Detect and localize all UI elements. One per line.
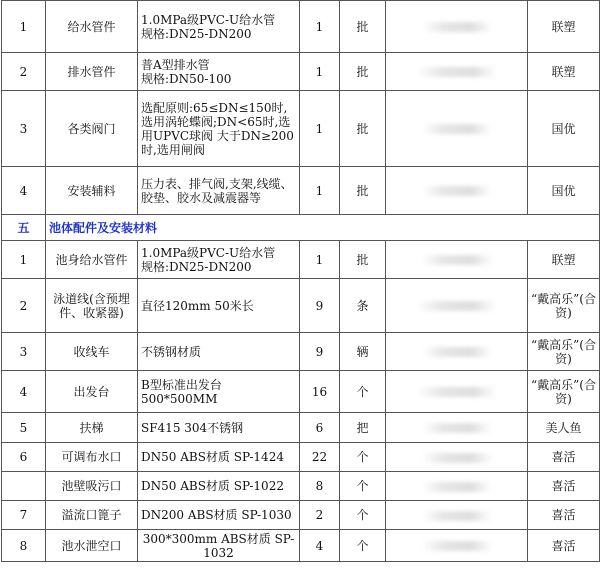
item-name: 可调布水口 (46, 443, 138, 472)
item-unit: 批 (340, 241, 386, 279)
item-quantity: 4 (300, 530, 340, 562)
item-spec: B型标准出发台500*500MM (138, 371, 300, 413)
table-row (2, 91, 600, 167)
row-number: 4 (2, 371, 46, 413)
table-row (2, 53, 600, 91)
item-unit: 条 (340, 279, 386, 333)
redacted-cell (386, 443, 528, 472)
materials-table (1, 0, 600, 562)
section-header-row (2, 215, 600, 241)
redacted-cell (386, 371, 528, 413)
row-number: 3 (2, 91, 46, 167)
item-spec: 直径120mm 50米长 (138, 279, 300, 333)
item-brand: 国优 (528, 91, 600, 167)
item-quantity: 9 (300, 333, 340, 371)
item-brand: 美人鱼 (528, 413, 600, 443)
redacted-cell (386, 167, 528, 215)
item-quantity: 1 (300, 91, 340, 167)
item-name: 池壁吸污口 (46, 472, 138, 501)
table-row (2, 1, 600, 53)
item-quantity: 22 (300, 443, 340, 472)
row-number: 4 (2, 167, 46, 215)
item-brand: 国优 (528, 167, 600, 215)
table-row (2, 413, 600, 443)
item-unit: 批 (340, 1, 386, 53)
item-spec: 1.0MPa级PVC-U给水管 规格:DN25-DN200 (138, 241, 300, 279)
item-spec: 普A型排水管 规格:DN50-100 (138, 53, 300, 91)
item-unit: 个 (340, 530, 386, 562)
item-brand: 联塑 (528, 241, 600, 279)
table-row (2, 167, 600, 215)
item-unit: 批 (340, 91, 386, 167)
row-number: 1 (2, 241, 46, 279)
table-row (2, 371, 600, 413)
item-spec: DN50 ABS材质 SP-1022 (138, 472, 300, 501)
item-brand: 联塑 (528, 53, 600, 91)
section-number: 五 (2, 215, 46, 241)
redacted-cell (386, 413, 528, 443)
item-brand: “戴高乐”(合资) (528, 371, 600, 413)
item-name: 池身给水管件 (46, 241, 138, 279)
item-spec: DN50 ABS材质 SP-1424 (138, 443, 300, 472)
redacted-cell (386, 1, 528, 53)
redacted-cell (386, 91, 528, 167)
redacted-cell (386, 53, 528, 91)
item-spec: SF415 304不锈钢 (138, 413, 300, 443)
table-row (2, 501, 600, 530)
redacted-cell (386, 279, 528, 333)
table-row (2, 472, 600, 501)
item-name: 池水泄空口 (46, 530, 138, 562)
item-name: 扶梯 (46, 413, 138, 443)
item-brand: 喜活 (528, 501, 600, 530)
item-unit: 批 (340, 53, 386, 91)
item-brand: 喜活 (528, 443, 600, 472)
item-quantity: 2 (300, 501, 340, 530)
item-unit: 把 (340, 413, 386, 443)
row-number: 2 (2, 279, 46, 333)
item-name: 排水管件 (46, 53, 138, 91)
item-spec: 1.0MPa级PVC-U给水管 规格:DN25-DN200 (138, 1, 300, 53)
redacted-cell (386, 333, 528, 371)
item-brand: 联塑 (528, 1, 600, 53)
item-brand: 喜活 (528, 530, 600, 562)
row-number: 1 (2, 1, 46, 53)
item-quantity: 16 (300, 371, 340, 413)
item-unit: 个 (340, 371, 386, 413)
item-unit: 批 (340, 167, 386, 215)
item-quantity: 1 (300, 241, 340, 279)
item-quantity: 8 (300, 472, 340, 501)
item-unit: 个 (340, 443, 386, 472)
item-spec: DN200 ABS材质 SP-1030 (138, 501, 300, 530)
item-name: 出发台 (46, 371, 138, 413)
item-quantity: 9 (300, 279, 340, 333)
item-quantity: 1 (300, 1, 340, 53)
row-number: 5 (2, 413, 46, 443)
item-name: 给水管件 (46, 1, 138, 53)
table-row (2, 443, 600, 472)
item-name: 溢流口篦子 (46, 501, 138, 530)
table-row (2, 333, 600, 371)
row-number: 7 (2, 501, 46, 530)
item-quantity: 1 (300, 53, 340, 91)
row-number: 2 (2, 53, 46, 91)
item-brand: 喜活 (528, 472, 600, 501)
item-name: 泳道线(含预埋件、收紧器) (46, 279, 138, 333)
item-quantity: 1 (300, 167, 340, 215)
item-name: 安装辅料 (46, 167, 138, 215)
item-unit: 辆 (340, 333, 386, 371)
item-spec: 不锈钢材质 (138, 333, 300, 371)
item-brand: “戴高乐”(合资) (528, 279, 600, 333)
redacted-cell (386, 501, 528, 530)
table-row (2, 241, 600, 279)
row-number: 8 (2, 530, 46, 562)
item-spec: 压力表、排气阀,支架,线缆、胶垫、胶水及减震器等 (138, 167, 300, 215)
item-brand: “戴高乐”(合资) (528, 333, 600, 371)
row-number: 6 (2, 443, 46, 472)
table-row (2, 530, 600, 562)
section-title: 池体配件及安装材料 (46, 215, 600, 241)
item-spec: 300*300mm ABS材质 SP-1032 (138, 530, 300, 562)
item-name: 收线车 (46, 333, 138, 371)
item-quantity: 6 (300, 413, 340, 443)
item-name: 各类阀门 (46, 91, 138, 167)
row-number (2, 472, 46, 501)
redacted-cell (386, 241, 528, 279)
item-spec: 选配原则:65≤DN≤150时,选用涡轮蝶阀;DN<65时,选用UPVC球阀 大于DN≥200时,选用闸阀 (138, 91, 300, 167)
redacted-cell (386, 472, 528, 501)
redacted-cell (386, 530, 528, 562)
row-number: 3 (2, 333, 46, 371)
item-unit: 个 (340, 501, 386, 530)
item-unit: 个 (340, 472, 386, 501)
table-row (2, 279, 600, 333)
